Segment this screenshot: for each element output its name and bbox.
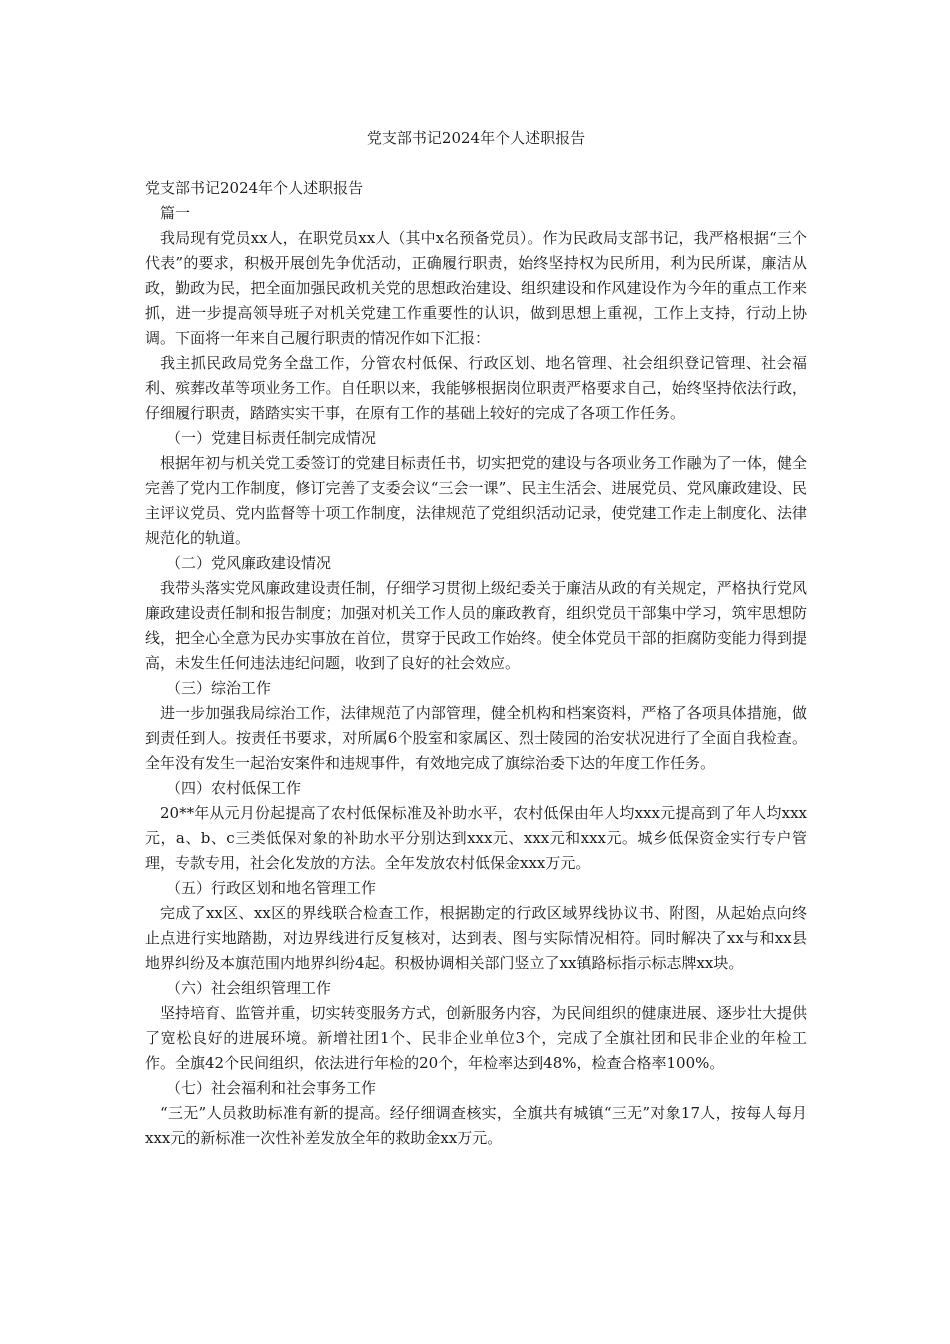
- section-paragraph: 坚持培育、监管并重，切实转变服务方式，创新服务内容，为民间组织的健康进展、逐步壮大提供了宽松良好的进展环境。新增社团1个、民非企业单位3个，完成了全旗社团和民非企业的年检工作。全旗42个民间组织，依法进行年检的20个，年检率达到48%，检查合格率100%。: [145, 1004, 807, 1072]
- section-paragraph: 根据年初与机关党工委签订的党建目标责任书，切实把党的建设与各项业务工作融为了一体，健全完善了党内工作制度，修订完善了支委会议“三会一课”、民主生活会、进展党员、党风廉政建设、民主评议党员、党内监督等十项工作制度，法律规范了党组织活动记录，使党建工作走上制度化、法律规范化的轨道。: [145, 454, 807, 547]
- document-body: [145, 176, 807, 1151]
- section-heading: （四）农村低保工作: [166, 779, 302, 797]
- section-heading: （二）党风廉政建设情况: [166, 554, 332, 572]
- section-paragraph: 完成了xx区、xx区的界线联合检查工作，根据勘定的行政区域界线协议书、附图，从起始点向终止点进行实地踏勘，对边界线进行反复核对，达到表、图与实际情况相符。同时解决了xx与和xx县地界纠纷及本旗范围内地界纠纷4起。积极协调相关部门竖立了xx镇路标指示标志牌xx块。: [145, 904, 807, 972]
- section-heading: （六）社会组织管理工作: [166, 979, 332, 997]
- section-heading: （七）社会福利和社会事务工作: [166, 1079, 377, 1097]
- document-title: 党支部书记2024年个人述职报告: [366, 129, 586, 147]
- section-paragraph: 进一步加强我局综治工作，法律规范了内部管理，健全机构和档案资料，严格了各项具体措施，做到责任到人。按责任书要求，对所属6个股室和家属区、烈士陵园的治安状况进行了全面自我检查。全年没有发生一起治安案件和违规事件，有效地完成了旗综治委下达的年度工作任务。: [145, 704, 807, 772]
- section-heading: （五）行政区划和地名管理工作: [166, 879, 377, 897]
- document-page: [145, 0, 807, 1344]
- duties-paragraph: 我主抓民政局党务全盘工作，分管农村低保、行政区划、地名管理、社会组织登记管理、社会福利、殡葬改革等项业务工作。自任职以来，我能够根据岗位职责严格要求自己，始终坚持依法行政，仔细履行职责，踏踏实实干事，在原有工作的基础上较好的完成了各项工作任务。: [145, 354, 807, 422]
- section-paragraph: 20**年从元月份起提高了农村低保标准及补助水平，农村低保由年人均xxx元提高到了年人均xxx元，a、b、c三类低保对象的补助水平分别达到xxx元、xxx元和xxx元。城乡低保资金实行专户管理，专款专用，社会化发放的方法。全年发放农村低保金xxx万元。: [145, 804, 807, 872]
- document-subtitle: 党支部书记2024年个人述职报告: [145, 179, 364, 197]
- section-heading: （一）党建目标责任制完成情况: [166, 429, 377, 447]
- section-paragraph: “三无”人员救助标准有新的提高。经仔细调查核实，全旗共有城镇“三无”对象17人，按每人每月xxx元的新标准一次性补差发放全年的救助金xx万元。: [145, 1104, 807, 1147]
- intro-paragraph: 我局现有党员xx人，在职党员xx人（其中x名预备党员）。作为民政局支部书记，我严格根据“三个代表”的要求，积极开展创先争优活动，正确履行职责，始终坚持权为民所用，利为民所谋，廉洁从政，勤政为民，把全面加强民政机关党的思想政治建设、组织建设和作风建设作为今年的重点工作来抓，进一步提高领导班子对机关党建工作重要性的认识，做到思想上重视，工作上支持，行动上协调。下面将一年来自己履行职责的情况作如下汇报：: [145, 229, 807, 347]
- section-heading: （三）综治工作: [166, 679, 272, 697]
- part-label: 篇一: [160, 204, 191, 222]
- section-paragraph: 我带头落实党风廉政建设责任制，仔细学习贯彻上级纪委关于廉洁从政的有关规定，严格执行党风廉政建设责任制和报告制度；加强对机关工作人员的廉政教育，组织党员干部集中学习，筑牢思想防线，把全心全意为民办实事放在首位，贯穿于民政工作始终。使全体党员干部的拒腐防变能力得到提高，未发生任何违法违纪问题，收到了良好的社会效应。: [145, 579, 807, 672]
